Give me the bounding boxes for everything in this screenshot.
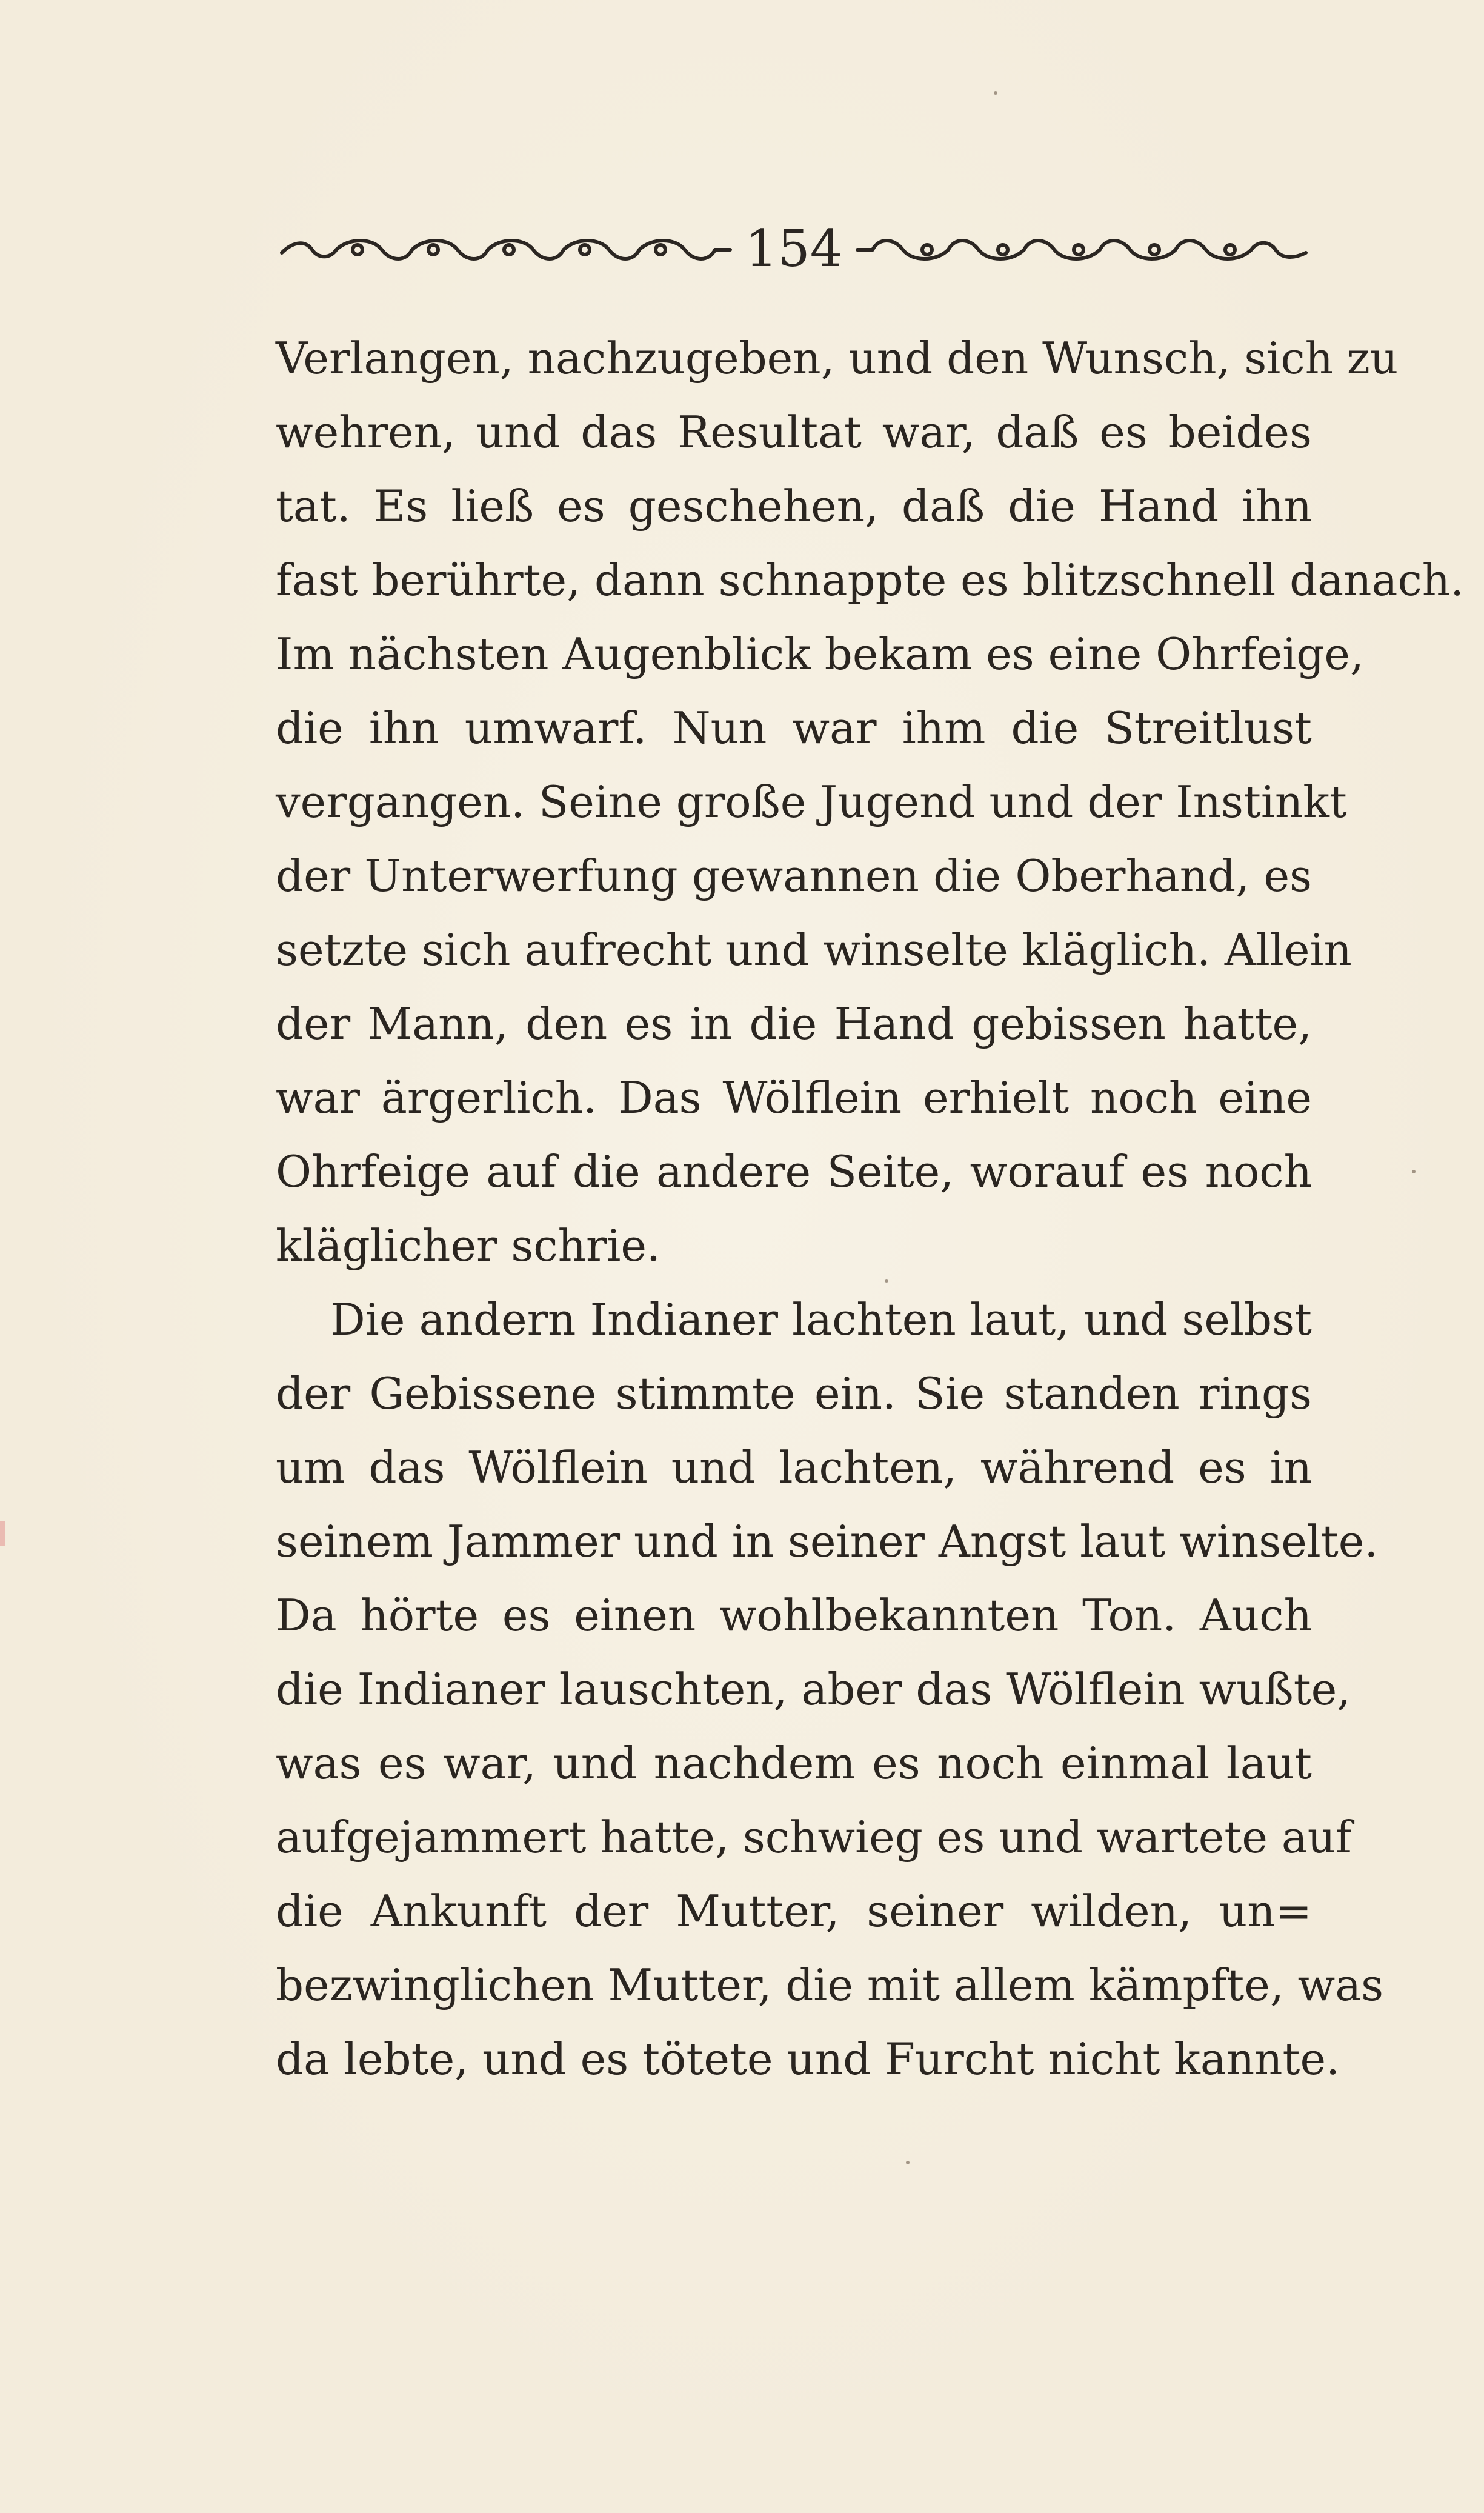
ornament-right-icon: [851, 229, 1312, 271]
text-line: was es war, und nachdem es noch einmal laut: [276, 1738, 1312, 1789]
text-line: setzte sich aufrecht und winselte kläglich. Allein: [276, 924, 1352, 975]
page-number: 154: [745, 219, 843, 278]
text-line: Im nächsten Augenblick bekam es eine Ohrfeige,: [276, 629, 1364, 679]
text-line: die Indianer lauschten, aber das Wölflein wußte,: [276, 1664, 1351, 1715]
paper-speck: [994, 91, 997, 95]
paper-speck: [1412, 1170, 1416, 1173]
ornament-left-icon: [276, 229, 736, 271]
paper-speck: [885, 1279, 888, 1283]
text-line: die Ankunft der Mutter, seiner wilden, un=: [276, 1886, 1312, 1937]
page-body-text: [276, 321, 1465, 2096]
text-line: da lebte, und es tötete und Furcht nicht kannte.: [276, 2034, 1340, 2084]
page-header: [276, 215, 1312, 282]
text-line: der Mann, den es in die Hand gebissen hatte,: [276, 998, 1312, 1049]
text-line: war ärgerlich. Das Wölflein erhielt noch eine: [276, 1072, 1312, 1123]
text-line: tat. Es ließ es geschehen, daß die Hand ihn: [276, 481, 1312, 532]
text-line: Da hörte es einen wohlbekannten Ton. Auch: [276, 1590, 1312, 1641]
text-line: aufgejammert hatte, schwieg es und wartete auf: [276, 1812, 1352, 1863]
text-line: Verlangen, nachzugeben, und den Wunsch, sich zu: [276, 333, 1399, 384]
text-line: der Gebissene stimmte ein. Sie standen rings: [276, 1368, 1312, 1419]
text-line: Die andern Indianer lachten laut, und selbst: [330, 1294, 1312, 1345]
text-line: vergangen. Seine große Jugend und der Instinkt: [276, 776, 1347, 827]
paper-speck: [906, 2161, 910, 2164]
text-line: die ihn umwarf. Nun war ihm die Streitlust: [276, 703, 1312, 753]
page-edge-mark: [0, 1521, 5, 1546]
text-line: Ohrfeige auf die andere Seite, worauf es noch: [276, 1146, 1312, 1197]
text-line: bezwinglichen Mutter, die mit allem kämpfte, was: [276, 1960, 1384, 2011]
text-line: der Unterwerfung gewannen die Oberhand, es: [276, 850, 1312, 901]
text-line: um das Wölflein und lachten, während es in: [276, 1442, 1312, 1493]
text-line: seinem Jammer und in seiner Angst laut winselte.: [276, 1516, 1379, 1567]
text-line: wehren, und das Resultat war, daß es beides: [276, 407, 1312, 458]
text-line: fast berührte, dann schnappte es blitzschnell danach.: [276, 555, 1465, 606]
text-line: kläglicher schrie.: [276, 1220, 660, 1271]
